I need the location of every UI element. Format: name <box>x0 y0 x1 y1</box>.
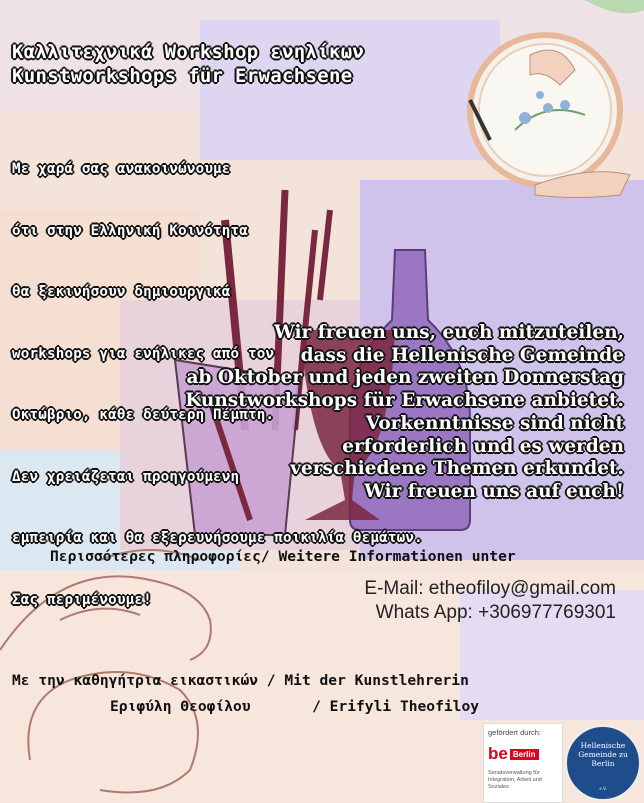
greek-line: ότι στην Ελληνική Κοινότητα <box>12 222 249 239</box>
german-line: ab Oktober und jeden zweiten Donnerstag <box>186 367 624 389</box>
german-line: dass die Hellenische Gemeinde <box>300 344 624 366</box>
greek-line: workshops για ενήλικες από τον <box>12 345 275 362</box>
berlin-logo <box>488 744 539 764</box>
german-line: Kunstworkshops für Erwachsene anbietet. <box>185 390 624 412</box>
sponsor-logo <box>483 723 563 803</box>
poster-title <box>12 40 364 88</box>
contact-email[interactable]: E-Mail: etheofiloy@gmail.com <box>364 578 616 599</box>
teacher-line-1: Με την καθηγήτρια εικαστικών / Mit der Kunstlehrerin <box>12 672 469 689</box>
german-line: Wir freuen uns, euch mitzuteilen, <box>274 322 624 343</box>
greek-line: Σας περιμένουμε! <box>12 591 152 608</box>
german-line: Wir freuen uns auf euch! <box>364 480 624 502</box>
embroidery-hoop-illustration <box>470 0 644 198</box>
german-line: erforderlich und es werden <box>342 435 624 457</box>
teacher-line-2: Εριφύλη Θεοφίλου / Erifyli Theofiloy <box>110 698 480 715</box>
community-logo <box>565 725 641 801</box>
german-line: Vorkenntnisse sind nicht <box>365 412 624 434</box>
title-german: Kunstworkshops für Erwachsene <box>12 65 353 87</box>
greek-line: θα ξεκινήσουν δημιουργικά <box>12 284 231 300</box>
greek-line: Δεν χρειάζεται προηγούμενη <box>12 468 240 485</box>
greek-line: εμπειρία και θα εξερευνήσουμε ποικιλία θεμάτων. <box>12 530 423 546</box>
community-logo-suffix: e.V. <box>599 786 607 791</box>
contact-whatsapp[interactable]: Whats App: +306977769301 <box>375 602 616 623</box>
sponsor-department: Senatsverwaltung für Integration, Arbeit und Soziales <box>488 770 542 790</box>
german-line: verschiedene Themen erkundet. <box>290 458 624 480</box>
berlin-logo-text: Berlin <box>510 749 539 760</box>
german-announcement <box>24 322 624 504</box>
berlin-logo-be: be <box>488 744 508 763</box>
greek-line: Οκτώβριο, κάθε δεύτερη Πέμπτη. <box>12 407 275 423</box>
greek-line: Με χαρά σας ανακοινώνουμε <box>12 161 231 177</box>
community-logo-text: Hellenische Gemeinde zu Berlin <box>578 741 628 768</box>
more-info-heading: Περισσότερες πληροφορίες/ Weitere Informationen unter <box>50 548 516 565</box>
title-greek: Καλλιτεχνικά Workshop ενηλίκων <box>12 41 365 63</box>
sponsor-label: gefördert durch: <box>488 728 541 737</box>
